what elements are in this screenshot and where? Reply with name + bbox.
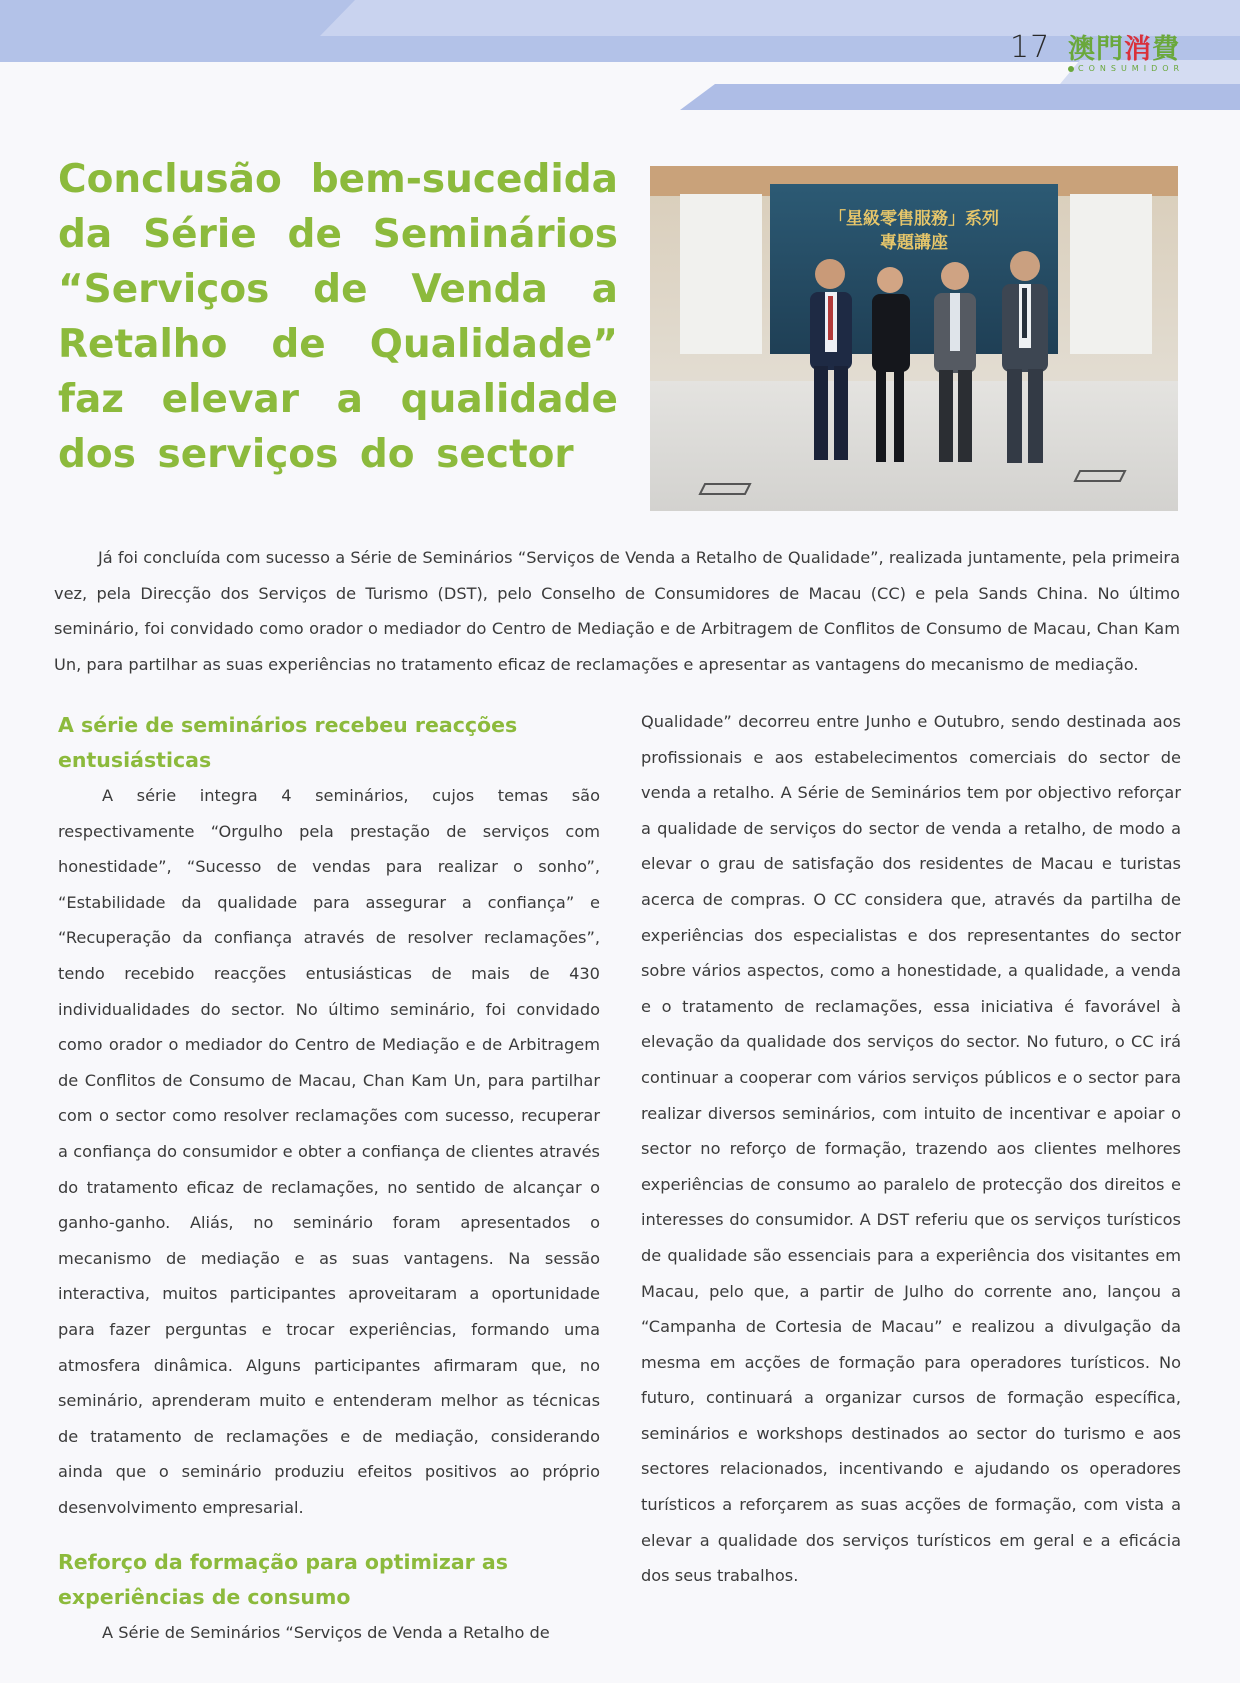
column-left [58,708,600,1651]
seminar-photo [650,166,1178,511]
logo-chinese: 澳門消費 [1068,34,1180,65]
header-band-bottom [680,84,1240,110]
section2-body-continued: Qualidade” decorreu entre Junho e Outubro, sendo destinada aos profissionais e aos estabelecimentos comerciais do sector de venda a retalho. A Série de Seminários tem por objectivo reforçar a qualidade de serviços do sector de venda a retalho, de modo a elevar o grau de satisfação dos residentes de Macau e turistas acerca de compras. O CC considera que, através da partilha de experiências dos especialistas e dos representantes do sector sobre vários aspectos, como a honestidade, a qualidade, a venda e o tratamento de reclamações, essa iniciativa é favorável à elevação da qualidade dos serviços do sector. No futuro, o CC irá continuar a cooperar com vários serviços públicos e o sector para realizar diversos seminários, com intuito de incentivar e apoiar o sector no reforço de formação, trazendo aos clientes melhores experiências de consumo ao paralelo de protecção dos direitos e interesses do consumidor. A DST referiu que os serviços turísticos de qualidade são essenciais para a experiência dos visitantes em Macau, pelo que, a partir de Julho do corrente ano, lançou a “Campanha de Cortesia de Macau” e realizou a divulgação da mesma em acções de formação para operadores turísticos. No futuro, continuará a organizar cursos de formação específica, seminários e workshops destinados ao sector do turismo e aos sectores relacionados, incentivando e ajudando os operadores turísticos a reforçarem as suas acções de formação, com vista a elevar a qualidade dos serviços turísticos em geral e a eficácia dos seus trabalhos. [641,712,1181,1586]
section2-body-start: A Série de Seminários “Serviços de Venda a Retalho de [102,1623,550,1643]
seminar-photo-illustration [650,166,1178,511]
article-intro: Já foi concluída com sucesso a Série de Seminários “Serviços de Venda a Retalho de Qualidade”, realizada juntamente, pela primeira vez, pela Direcção dos Serviços de Turismo (DST), pelo Conselho de Consumidores de Macau (CC) e pela Sands China. No último seminário, foi convidado como orador o mediador do Centro de Mediação e de Arbitragem de Conflitos de Consumo de Macau, Chan Kam Un, para partilhar as suas experiências no tratamento eficaz de reclamações e apresentar as vantagens do mecanismo de mediação. [54,548,1180,674]
section1-heading: A série de seminários recebeu reacções entusiásticas [58,713,518,772]
header-band-top-light [320,0,1240,36]
photo-screen-subtitle: 專題講座 [880,233,948,253]
article-title: Conclusão bem-sucedida da Série de Seminários “Serviços de Venda a Retalho de Qualidade” faz elevar a qualidade dos serviços do sector [58,157,618,477]
section1-body: A série integra 4 seminários, cujos temas são respectivamente “Orgulho pela prestação de serviços com honestidade”, “Sucesso de vendas para realizar o sonho”, “Estabilidade da qualidade para assegurar a confiança” e “Recuperação da confiança através de resolver reclamações”, tendo recebido reacções entusiásticas de mais de 430 individualidades do sector. No último seminário, foi convidado como orador o mediador do Centro de Mediação e de Arbitragem de Conflitos de Consumo de Macau, Chan Kam Un, para partilhar com o sector como resolver reclamações com sucesso, recuperar a confiança do consumidor e obter a confiança de clientes através do tratamento eficaz de reclamações, no sentido de alcançar o ganho-ganho. Aliás, no seminário foram apresentados o mecanismo de mediação e as suas vantagens. Na sessão interactiva, muitos participantes aproveitaram a oportunidade para fazer perguntas e trocar experiências, formando uma atmosfera dinâmica. Alguns participantes afirmaram que, no seminário, aprenderam muito e entenderam melhor as técnicas de tratamento de reclamações e de mediação, considerando ainda que o seminário produziu efeitos positivos ao próprio desenvolvimento empresarial. [58,786,600,1517]
logo-subtitle: CONSUMIDOR [1068,64,1188,73]
page-number: 17 [1010,30,1051,65]
header-decoration [0,0,1240,115]
photo-screen-title: 「星級零售服務」系列 [829,209,999,229]
logo-dot-icon [1068,66,1074,72]
magazine-logo [1068,34,1188,79]
column-right [641,704,1181,1594]
section2-heading: Reforço da formação para optimizar as experiências de consumo [58,1550,508,1610]
